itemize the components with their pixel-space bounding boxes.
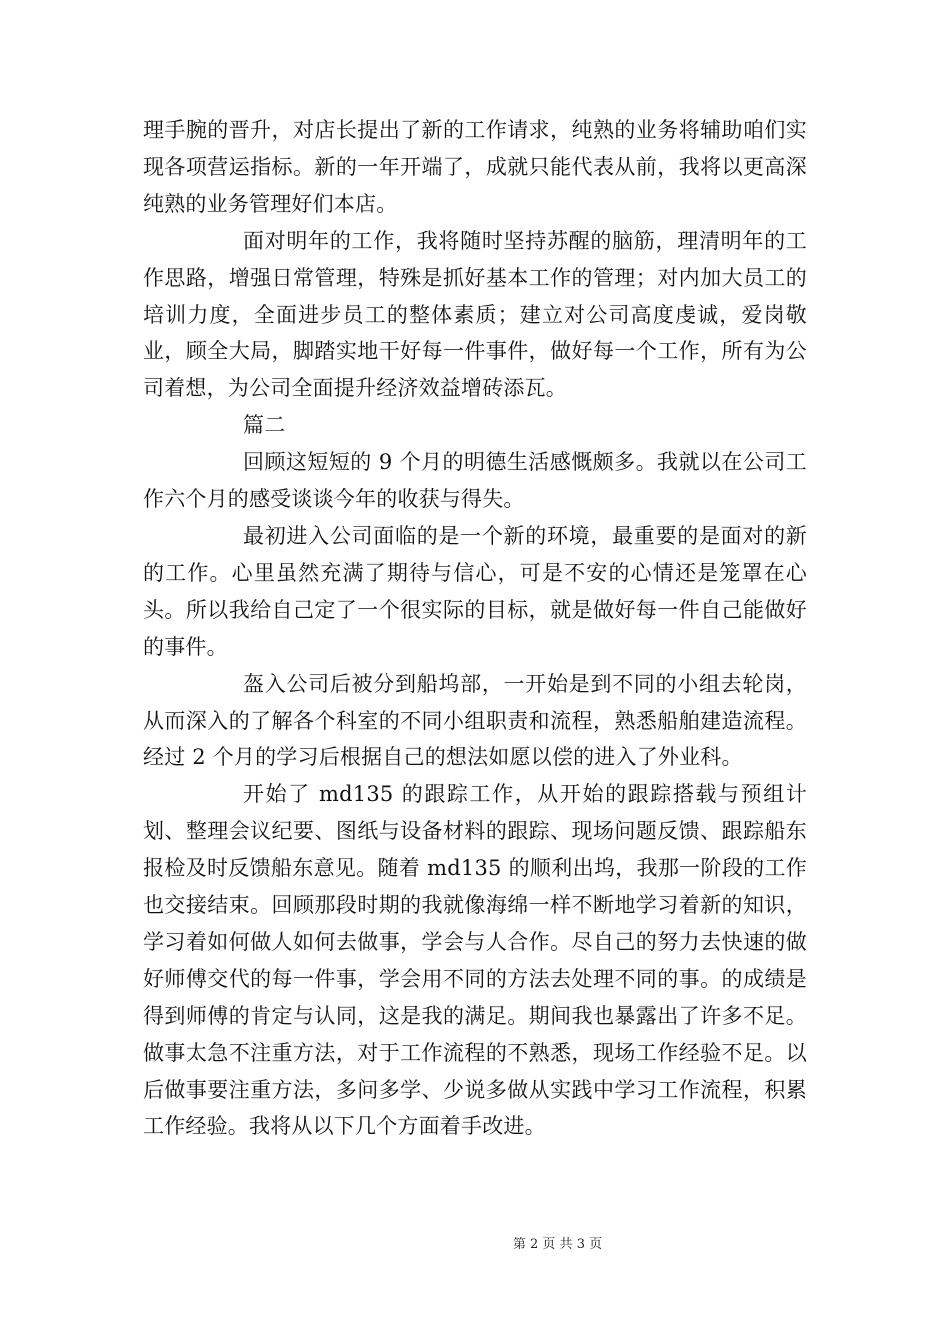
paragraph-6: 开始了 md135 的跟踪工作，从开始的跟踪搭载与预组计划、整理会议纪要、图纸与设备材料的跟踪、现场问题反馈、跟踪船东报检及时反馈船东意见。随着 md135 的顺利出坞，我那一阶段的工作也交接结束。回顾那段时期的我就像海绵一样不断地学习着新的知识，学习着如何做人如何去做事，学会与人合作。尽自己的努力去快速的做好师傅交代的每一件事，学会用不同的方法去处理不同的事。的成绩是得到师傅的肯定与认同，这是我的满足。期间我也暴露出了许多不足。做事太急不注重方法，对于工作流程的不熟悉，现场工作经验不足。以后做事要注重方法，多问多学、少说多做从实践中学习工作流程，积累工作经验。我将从以下几个方面着手改进。: [143, 782, 807, 1139]
paragraph-5: 盔入公司后被分到船坞部，一开始是到不同的小组去轮岗，从而深入的了解各个科室的不同小组职责和流程，熟悉船舶建造流程。经过 2 个月的学习后根据自己的想法如愿以偿的进入了外业科。: [143, 671, 807, 770]
page-number-footer: 第 2 页 共 3 页: [512, 1237, 603, 1252]
paragraph-4: 最初进入公司面临的是一个新的环境，最重要的是面对的新的工作。心里虽然充满了期待与信心，可是不安的心情还是笼罩在心头。所以我给自己定了一个很实际的目标，就是做好每一件自己能做好的事件。: [143, 523, 807, 659]
paragraph-1: 理手腕的晋升，对店长提出了新的工作请求，纯熟的业务将辅助咱们实现各项营运指标。新的一年开端了，成就只能代表从前，我将以更高深纯熟的业务管理好们本店。: [143, 118, 807, 216]
paragraph-3: 回顾这短短的 9 个月的明德生活感慨颇多。我就以在公司工作六个月的感受谈谈今年的收获与得失。: [143, 450, 807, 512]
section-heading-pian-er: 篇二: [243, 413, 286, 438]
body-text: [143, 112, 807, 1145]
paragraph-2: 面对明年的工作，我将随时坚持苏醒的脑筋，理清明年的工作思路，增强日常管理，特殊是抓好基本工作的管理；对内加大员工的培训力度，全面进步员工的整体素质；建立对公司高度虔诚，爱岗敬业，顾全大局，脚踏实地干好每一件事件，做好每一个工作，所有为公司着想，为公司全面提升经济效益增砖添瓦。: [143, 228, 807, 401]
